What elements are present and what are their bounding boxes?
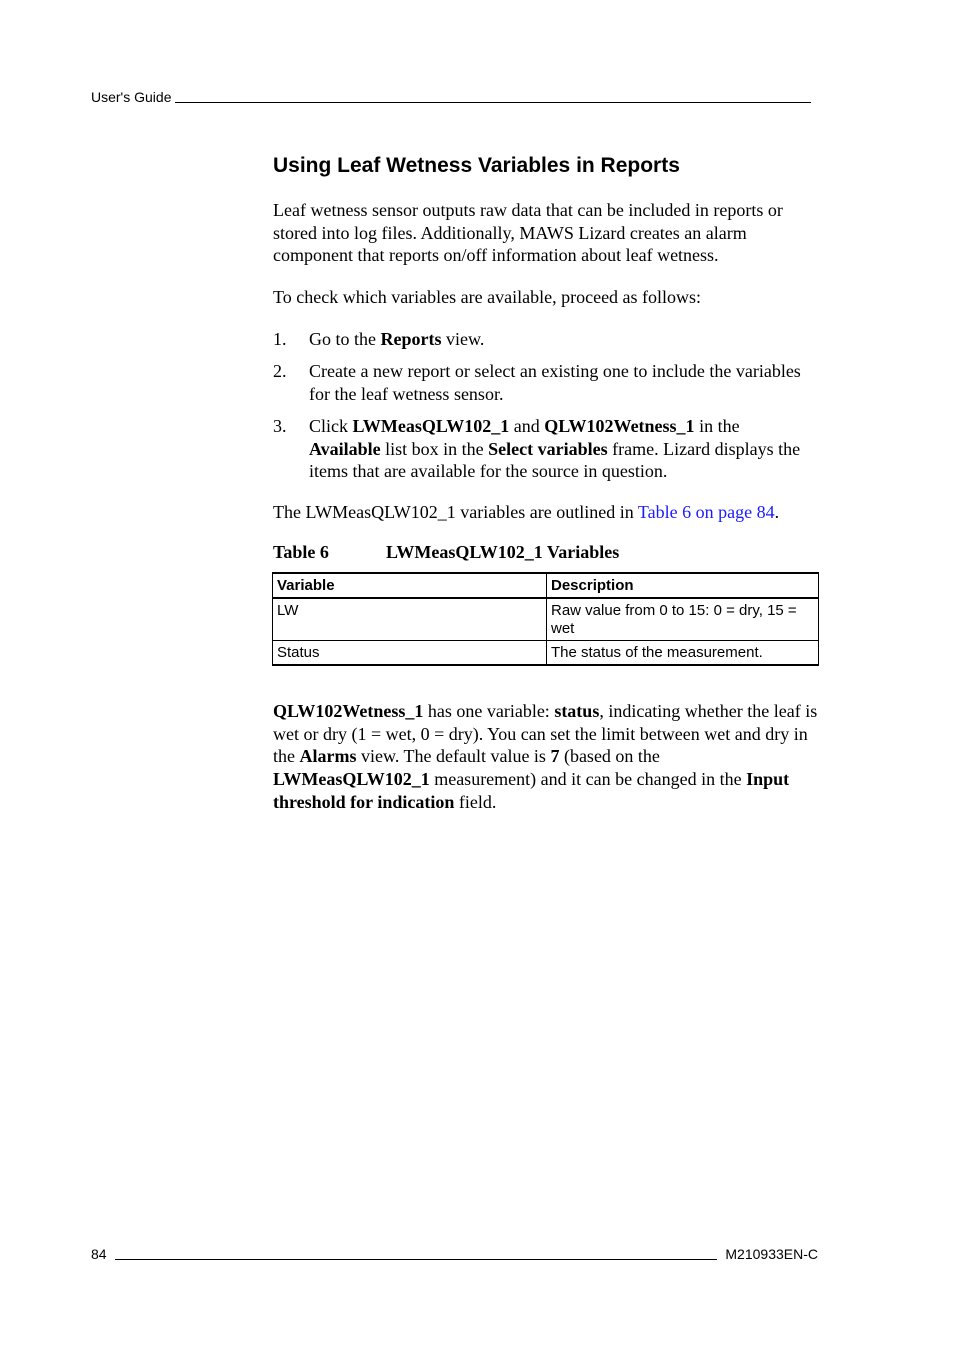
cell-description: The status of the measurement. (547, 641, 819, 666)
step-number: 3. (273, 416, 287, 436)
variables-table (272, 572, 819, 666)
cell-variable: Status (273, 641, 547, 666)
column-header-description: Description (547, 573, 819, 598)
page-footer (91, 1244, 818, 1262)
page-header (91, 87, 811, 105)
table-row (273, 641, 819, 666)
table-caption-title: LWMeasQLW102_1 Variables (386, 542, 620, 562)
table-6-link[interactable]: Table 6 on page 84 (637, 502, 775, 522)
cell-variable: LW (273, 598, 547, 641)
list-item (273, 415, 821, 483)
header-rule (175, 102, 811, 103)
table-caption-label: Table 6 (273, 542, 329, 562)
step-text: Click LWMeasQLW102_1 and QLW102Wetness_1 in the Available list box in the Select variables frame. Lizard displays the items that are available for the source in question. (309, 416, 801, 482)
table-reference-paragraph: The LWMeasQLW102_1 variables are outlined in Table 6 on page 84. (273, 502, 780, 522)
step-number: 1. (273, 329, 287, 349)
list-item (273, 360, 821, 405)
closing-paragraph: QLW102Wetness_1 has one variable: status, indicating whether the leaf is wet or dry (1 = wet, 0 = dry). You can set the limit between wet and dry in the Alarms view. The default value is 7 (based on the LWMeasQLW102_1 measurement) and it can be changed in the Input threshold for indication field. (273, 701, 818, 812)
procedure-intro: To check which variables are available, proceed as follows: (273, 287, 702, 307)
table-header-row (273, 573, 819, 598)
table-caption (273, 540, 619, 564)
step-text: Go to the Reports view. (309, 329, 485, 349)
section-title: Using Leaf Wetness Variables in Reports (273, 154, 680, 177)
header-text: User's Guide (91, 89, 172, 105)
intro-paragraph: Leaf wetness sensor outputs raw data that can be included in reports or stored into log files. Additionally, MAWS Lizard creates an alarm component that reports on/off information about leaf wetness. (273, 200, 783, 266)
footer-rule (115, 1259, 718, 1260)
column-header-variable: Variable (273, 573, 547, 598)
document-id: M210933EN-C (725, 1246, 818, 1262)
cell-description: Raw value from 0 to 15: 0 = dry, 15 = wet (547, 598, 819, 641)
table-row (273, 598, 819, 641)
page-number: 84 (91, 1246, 107, 1262)
step-text: Create a new report or select an existing one to include the variables for the leaf wetness sensor. (309, 361, 801, 404)
step-number: 2. (273, 361, 287, 381)
list-item (273, 328, 821, 351)
